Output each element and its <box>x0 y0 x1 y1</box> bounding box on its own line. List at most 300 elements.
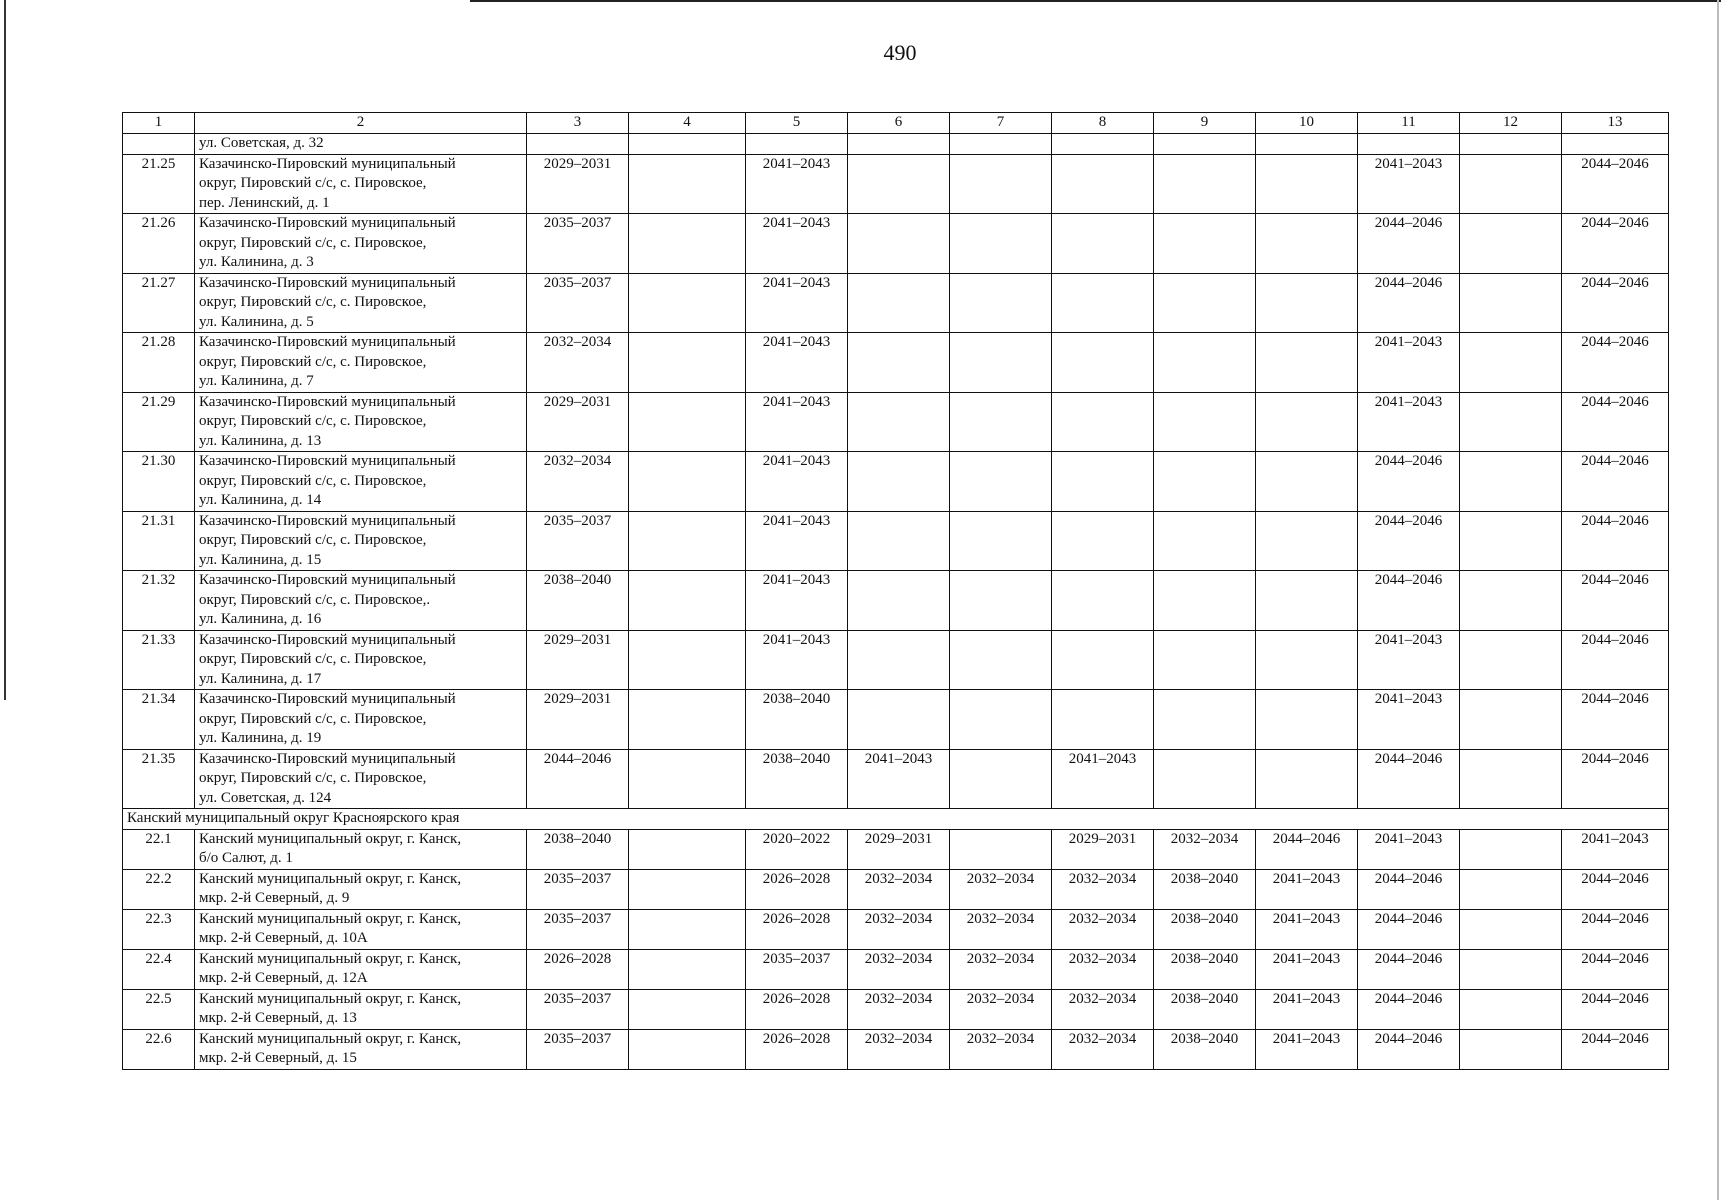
period-cell-4 <box>629 1029 746 1069</box>
period-cell-3: 2044–2046 <box>527 749 629 809</box>
schedule-table <box>122 112 1669 1070</box>
period-cell-5: 2041–2043 <box>746 571 848 631</box>
address-line: Казачинско-Пировский муниципальный <box>199 274 456 291</box>
period-cell-11: 2044–2046 <box>1358 511 1460 571</box>
address-line: ул. Советская, д. 32 <box>199 135 324 151</box>
page-number: 490 <box>883 40 917 65</box>
period-cell-3: 2035–2037 <box>527 909 629 949</box>
period-cell-5: 2041–2043 <box>746 630 848 690</box>
row-number: 21.30 <box>123 452 195 512</box>
period-cell-8 <box>1052 511 1154 571</box>
period-cell-7 <box>950 392 1052 452</box>
period-cell-6: 2032–2034 <box>848 869 950 909</box>
period-cell-6 <box>848 134 950 155</box>
period-cell-10: 2041–2043 <box>1256 1029 1358 1069</box>
period-cell-12 <box>1460 273 1562 333</box>
column-header: 5 <box>746 113 848 134</box>
address-cell <box>195 630 527 690</box>
period-cell-4 <box>629 630 746 690</box>
period-cell-10 <box>1256 154 1358 214</box>
period-cell-5: 2041–2043 <box>746 511 848 571</box>
period-cell-6: 2032–2034 <box>848 989 950 1029</box>
section-row <box>123 809 1669 830</box>
period-cell-7 <box>950 571 1052 631</box>
period-cell-11: 2044–2046 <box>1358 749 1460 809</box>
address-line: округ, Пировский с/с, с. Пировское, <box>199 353 427 370</box>
period-cell-5: 2035–2037 <box>746 949 848 989</box>
column-header: 2 <box>195 113 527 134</box>
period-cell-4 <box>629 869 746 909</box>
address-line: ул. Калинина, д. 19 <box>199 730 322 746</box>
period-cell-5: 2026–2028 <box>746 909 848 949</box>
period-cell-5 <box>746 134 848 155</box>
table-row <box>123 511 1669 571</box>
address-line: Канский муниципальный округ, г. Канск, <box>199 990 462 1007</box>
address-line: мкр. 2-й Северный, д. 10А <box>199 930 368 946</box>
period-cell-8: 2032–2034 <box>1052 1029 1154 1069</box>
period-cell-13: 2044–2046 <box>1562 452 1669 512</box>
period-cell-12 <box>1460 869 1562 909</box>
period-cell-5: 2041–2043 <box>746 273 848 333</box>
row-number: 21.29 <box>123 392 195 452</box>
address-cell <box>195 749 527 809</box>
period-cell-11: 2044–2046 <box>1358 869 1460 909</box>
period-cell-8: 2032–2034 <box>1052 909 1154 949</box>
period-cell-4 <box>629 571 746 631</box>
scan-edge-top <box>470 0 1721 2</box>
address-line: Казачинско-Пировский муниципальный <box>199 334 456 350</box>
period-cell-3: 2032–2034 <box>527 452 629 512</box>
row-number: 22.3 <box>123 909 195 949</box>
period-cell-12 <box>1460 511 1562 571</box>
period-cell-8 <box>1052 154 1154 214</box>
period-cell-4 <box>629 134 746 155</box>
row-number: 21.28 <box>123 333 195 393</box>
period-cell-12 <box>1460 392 1562 452</box>
period-cell-9: 2038–2040 <box>1154 1029 1256 1069</box>
row-number: 21.26 <box>123 214 195 274</box>
period-cell-6: 2041–2043 <box>848 749 950 809</box>
period-cell-3: 2035–2037 <box>527 1029 629 1069</box>
period-cell-4 <box>629 273 746 333</box>
period-cell-6 <box>848 571 950 631</box>
row-number: 21.32 <box>123 571 195 631</box>
period-cell-8: 2032–2034 <box>1052 989 1154 1029</box>
table-row <box>123 630 1669 690</box>
period-cell-10 <box>1256 392 1358 452</box>
period-cell-13: 2044–2046 <box>1562 630 1669 690</box>
address-line: Канский муниципальный округ, г. Канск, <box>199 950 462 967</box>
period-cell-11: 2044–2046 <box>1358 989 1460 1029</box>
address-cell <box>195 134 527 155</box>
table-body <box>123 134 1669 1070</box>
period-cell-9 <box>1154 154 1256 214</box>
period-cell-6 <box>848 511 950 571</box>
period-cell-13: 2044–2046 <box>1562 749 1669 809</box>
period-cell-6: 2032–2034 <box>848 909 950 949</box>
address-cell <box>195 571 527 631</box>
address-cell <box>195 392 527 452</box>
period-cell-5: 2038–2040 <box>746 690 848 750</box>
row-number: 22.5 <box>123 989 195 1029</box>
column-header: 13 <box>1562 113 1669 134</box>
period-cell-9 <box>1154 452 1256 512</box>
period-cell-6: 2032–2034 <box>848 949 950 989</box>
period-cell-8: 2032–2034 <box>1052 869 1154 909</box>
period-cell-6 <box>848 333 950 393</box>
period-cell-5: 2041–2043 <box>746 392 848 452</box>
address-line: Канский муниципальный округ, г. Канск, <box>199 830 462 847</box>
period-cell-9 <box>1154 630 1256 690</box>
period-cell-13: 2044–2046 <box>1562 909 1669 949</box>
period-cell-8 <box>1052 392 1154 452</box>
column-header: 8 <box>1052 113 1154 134</box>
table-row <box>123 452 1669 512</box>
period-cell-7: 2032–2034 <box>950 949 1052 989</box>
period-cell-5: 2026–2028 <box>746 1029 848 1069</box>
period-cell-3: 2032–2034 <box>527 333 629 393</box>
row-number: 22.4 <box>123 949 195 989</box>
period-cell-6 <box>848 630 950 690</box>
period-cell-4 <box>629 690 746 750</box>
period-cell-9: 2032–2034 <box>1154 829 1256 869</box>
period-cell-3: 2035–2037 <box>527 214 629 274</box>
address-line: б/о Салют, д. 1 <box>199 850 293 866</box>
period-cell-8 <box>1052 214 1154 274</box>
period-cell-13: 2044–2046 <box>1562 214 1669 274</box>
period-cell-12 <box>1460 214 1562 274</box>
period-cell-3: 2029–2031 <box>527 154 629 214</box>
table-row <box>123 214 1669 274</box>
period-cell-4 <box>629 749 746 809</box>
row-number: 21.35 <box>123 749 195 809</box>
period-cell-6 <box>848 273 950 333</box>
period-cell-7 <box>950 749 1052 809</box>
address-line: округ, Пировский с/с, с. Пировское, <box>199 472 427 489</box>
period-cell-13: 2044–2046 <box>1562 392 1669 452</box>
period-cell-10: 2041–2043 <box>1256 909 1358 949</box>
scan-edge-left <box>4 0 6 700</box>
period-cell-7: 2032–2034 <box>950 1029 1052 1069</box>
period-cell-4 <box>629 392 746 452</box>
period-cell-4 <box>629 154 746 214</box>
period-cell-9 <box>1154 392 1256 452</box>
column-header: 3 <box>527 113 629 134</box>
address-line: округ, Пировский с/с, с. Пировское, <box>199 770 427 786</box>
period-cell-6 <box>848 214 950 274</box>
address-line: ул. Калинина, д. 3 <box>199 254 314 270</box>
period-cell-10 <box>1256 511 1358 571</box>
row-number: 22.1 <box>123 829 195 869</box>
period-cell-8: 2032–2034 <box>1052 949 1154 989</box>
period-cell-13: 2044–2046 <box>1562 1029 1669 1069</box>
address-line: Казачинско-Пировский муниципальный <box>199 512 456 529</box>
period-cell-11: 2041–2043 <box>1358 690 1460 750</box>
table-row <box>123 571 1669 631</box>
period-cell-4 <box>629 511 746 571</box>
table-row <box>123 333 1669 393</box>
period-cell-10 <box>1256 214 1358 274</box>
address-line: округ, Пировский с/с, с. Пировское,. <box>199 591 431 608</box>
period-cell-13: 2044–2046 <box>1562 869 1669 909</box>
address-line: ул. Калинина, д. 7 <box>199 373 314 389</box>
address-line: округ, Пировский с/с, с. Пировское, <box>199 651 427 667</box>
address-cell <box>195 511 527 571</box>
period-cell-13: 2044–2046 <box>1562 154 1669 214</box>
address-line: Казачинско-Пировский муниципальный <box>199 572 456 588</box>
period-cell-10: 2041–2043 <box>1256 989 1358 1029</box>
period-cell-10 <box>1256 690 1358 750</box>
period-cell-10 <box>1256 749 1358 809</box>
address-line: Казачинско-Пировский муниципальный <box>199 215 456 231</box>
period-cell-12 <box>1460 829 1562 869</box>
period-cell-7 <box>950 214 1052 274</box>
period-cell-10 <box>1256 333 1358 393</box>
address-line: Казачинско-Пировский муниципальный <box>199 750 456 767</box>
period-cell-12 <box>1460 154 1562 214</box>
table-row <box>123 1029 1669 1069</box>
address-line: округ, Пировский с/с, с. Пировское, <box>199 234 427 251</box>
address-cell <box>195 989 527 1029</box>
period-cell-6 <box>848 452 950 512</box>
address-cell <box>195 452 527 512</box>
period-cell-7 <box>950 134 1052 155</box>
row-number: 21.25 <box>123 154 195 214</box>
column-header: 7 <box>950 113 1052 134</box>
address-line: Казачинско-Пировский муниципальный <box>199 631 456 648</box>
address-line: Казачинско-Пировский муниципальный <box>199 453 456 469</box>
address-line: Казачинско-Пировский муниципальный <box>199 155 456 172</box>
period-cell-4 <box>629 214 746 274</box>
period-cell-9 <box>1154 214 1256 274</box>
scan-edge-right <box>1717 0 1719 1200</box>
column-header: 11 <box>1358 113 1460 134</box>
period-cell-8 <box>1052 630 1154 690</box>
period-cell-9: 2038–2040 <box>1154 869 1256 909</box>
period-cell-11 <box>1358 134 1460 155</box>
period-cell-3: 2026–2028 <box>527 949 629 989</box>
period-cell-13: 2044–2046 <box>1562 333 1669 393</box>
period-cell-8 <box>1052 690 1154 750</box>
row-number: 22.6 <box>123 1029 195 1069</box>
period-cell-8 <box>1052 273 1154 333</box>
table-row <box>123 154 1669 214</box>
period-cell-7 <box>950 333 1052 393</box>
address-line: ул. Калинина, д. 16 <box>199 611 322 627</box>
period-cell-7: 2032–2034 <box>950 869 1052 909</box>
address-cell <box>195 1029 527 1069</box>
period-cell-12 <box>1460 909 1562 949</box>
address-line: мкр. 2-й Северный, д. 12А <box>199 970 368 986</box>
period-cell-12 <box>1460 749 1562 809</box>
period-cell-12 <box>1460 949 1562 989</box>
period-cell-4 <box>629 909 746 949</box>
address-line: мкр. 2-й Северный, д. 9 <box>199 890 350 906</box>
period-cell-5: 2041–2043 <box>746 333 848 393</box>
period-cell-11: 2041–2043 <box>1358 392 1460 452</box>
period-cell-4 <box>629 989 746 1029</box>
row-number: 21.33 <box>123 630 195 690</box>
period-cell-3: 2029–2031 <box>527 630 629 690</box>
header-row <box>123 113 1669 134</box>
period-cell-6: 2032–2034 <box>848 1029 950 1069</box>
address-line: Канский муниципальный округ, г. Канск, <box>199 1030 462 1047</box>
address-cell <box>195 154 527 214</box>
address-cell <box>195 273 527 333</box>
address-line: ул. Калинина, д. 17 <box>199 670 322 687</box>
address-line: Канский муниципальный округ, г. Канск, <box>199 870 462 887</box>
period-cell-13: 2041–2043 <box>1562 829 1669 869</box>
period-cell-12 <box>1460 989 1562 1029</box>
period-cell-12 <box>1460 630 1562 690</box>
address-cell <box>195 690 527 750</box>
column-header: 1 <box>123 113 195 134</box>
period-cell-9 <box>1154 571 1256 631</box>
period-cell-13: 2044–2046 <box>1562 273 1669 333</box>
table-row <box>123 690 1669 750</box>
period-cell-9 <box>1154 511 1256 571</box>
period-cell-13: 2044–2046 <box>1562 511 1669 571</box>
period-cell-10 <box>1256 571 1358 631</box>
table-row <box>123 869 1669 909</box>
period-cell-9: 2038–2040 <box>1154 989 1256 1029</box>
period-cell-11: 2044–2046 <box>1358 949 1460 989</box>
period-cell-12 <box>1460 134 1562 155</box>
row-number: 21.34 <box>123 690 195 750</box>
column-header: 10 <box>1256 113 1358 134</box>
period-cell-11: 2044–2046 <box>1358 909 1460 949</box>
period-cell-6 <box>848 392 950 452</box>
period-cell-9 <box>1154 134 1256 155</box>
period-cell-10 <box>1256 630 1358 690</box>
address-line: мкр. 2-й Северный, д. 13 <box>199 1010 357 1026</box>
address-line: ул. Калинина, д. 14 <box>199 492 322 508</box>
period-cell-12 <box>1460 571 1562 631</box>
period-cell-4 <box>629 333 746 393</box>
period-cell-13: 2044–2046 <box>1562 690 1669 750</box>
address-cell <box>195 214 527 274</box>
period-cell-13 <box>1562 134 1669 155</box>
period-cell-10 <box>1256 273 1358 333</box>
address-line: ул. Советская, д. 124 <box>199 789 332 806</box>
address-cell <box>195 829 527 869</box>
period-cell-13: 2044–2046 <box>1562 949 1669 989</box>
row-number <box>123 134 195 155</box>
address-cell <box>195 949 527 989</box>
period-cell-8 <box>1052 571 1154 631</box>
period-cell-3: 2035–2037 <box>527 273 629 333</box>
table-row <box>123 749 1669 809</box>
period-cell-11: 2041–2043 <box>1358 154 1460 214</box>
period-cell-11: 2044–2046 <box>1358 571 1460 631</box>
address-line: ул. Калинина, д. 13 <box>199 432 322 449</box>
address-line: округ, Пировский с/с, с. Пировское, <box>199 710 427 727</box>
period-cell-4 <box>629 452 746 512</box>
period-cell-11: 2041–2043 <box>1358 630 1460 690</box>
period-cell-12 <box>1460 1029 1562 1069</box>
period-cell-8 <box>1052 452 1154 512</box>
address-line: пер. Ленинский, д. 1 <box>199 194 330 211</box>
period-cell-4 <box>629 949 746 989</box>
period-cell-7: 2032–2034 <box>950 909 1052 949</box>
period-cell-12 <box>1460 452 1562 512</box>
period-cell-6: 2029–2031 <box>848 829 950 869</box>
address-line: округ, Пировский с/с, с. Пировское, <box>199 175 427 191</box>
table-row <box>123 989 1669 1029</box>
period-cell-3: 2038–2040 <box>527 829 629 869</box>
period-cell-11: 2044–2046 <box>1358 1029 1460 1069</box>
period-cell-11: 2044–2046 <box>1358 214 1460 274</box>
period-cell-7 <box>950 154 1052 214</box>
table-row <box>123 909 1669 949</box>
period-cell-7 <box>950 829 1052 869</box>
period-cell-5: 2041–2043 <box>746 154 848 214</box>
period-cell-10: 2041–2043 <box>1256 949 1358 989</box>
period-cell-10 <box>1256 134 1358 155</box>
address-cell <box>195 869 527 909</box>
period-cell-8 <box>1052 333 1154 393</box>
period-cell-3: 2035–2037 <box>527 511 629 571</box>
period-cell-7 <box>950 452 1052 512</box>
address-line: округ, Пировский с/с, с. Пировское, <box>199 413 427 429</box>
period-cell-9 <box>1154 273 1256 333</box>
period-cell-3: 2029–2031 <box>527 392 629 452</box>
address-line: мкр. 2-й Северный, д. 15 <box>199 1050 357 1066</box>
period-cell-7 <box>950 630 1052 690</box>
table-row <box>123 949 1669 989</box>
address-line: Канский муниципальный округ, г. Канск, <box>199 910 462 927</box>
row-number: 22.2 <box>123 869 195 909</box>
column-header: 12 <box>1460 113 1562 134</box>
column-header: 4 <box>629 113 746 134</box>
period-cell-13: 2044–2046 <box>1562 571 1669 631</box>
period-cell-6 <box>848 154 950 214</box>
period-cell-3: 2029–2031 <box>527 690 629 750</box>
period-cell-5: 2041–2043 <box>746 452 848 512</box>
period-cell-3 <box>527 134 629 155</box>
table-row <box>123 829 1669 869</box>
table-row <box>123 134 1669 155</box>
address-line: Казачинско-Пировский муниципальный <box>199 393 456 410</box>
period-cell-9: 2038–2040 <box>1154 909 1256 949</box>
period-cell-13: 2044–2046 <box>1562 989 1669 1029</box>
period-cell-10: 2044–2046 <box>1256 829 1358 869</box>
period-cell-9 <box>1154 690 1256 750</box>
period-cell-11: 2044–2046 <box>1358 452 1460 512</box>
period-cell-3: 2035–2037 <box>527 989 629 1029</box>
period-cell-5: 2026–2028 <box>746 869 848 909</box>
column-header: 9 <box>1154 113 1256 134</box>
period-cell-10: 2041–2043 <box>1256 869 1358 909</box>
period-cell-9 <box>1154 749 1256 809</box>
period-cell-3: 2038–2040 <box>527 571 629 631</box>
period-cell-5: 2038–2040 <box>746 749 848 809</box>
address-cell <box>195 333 527 393</box>
period-cell-3: 2035–2037 <box>527 869 629 909</box>
period-cell-9: 2038–2040 <box>1154 949 1256 989</box>
period-cell-5: 2041–2043 <box>746 214 848 274</box>
period-cell-11: 2041–2043 <box>1358 333 1460 393</box>
period-cell-8: 2041–2043 <box>1052 749 1154 809</box>
period-cell-8: 2029–2031 <box>1052 829 1154 869</box>
table-row <box>123 392 1669 452</box>
period-cell-7 <box>950 690 1052 750</box>
address-line: ул. Калинина, д. 15 <box>199 551 322 568</box>
section-title: Канский муниципальный округ Красноярского края <box>123 809 1669 830</box>
row-number: 21.31 <box>123 511 195 571</box>
table-row <box>123 273 1669 333</box>
period-cell-9 <box>1154 333 1256 393</box>
